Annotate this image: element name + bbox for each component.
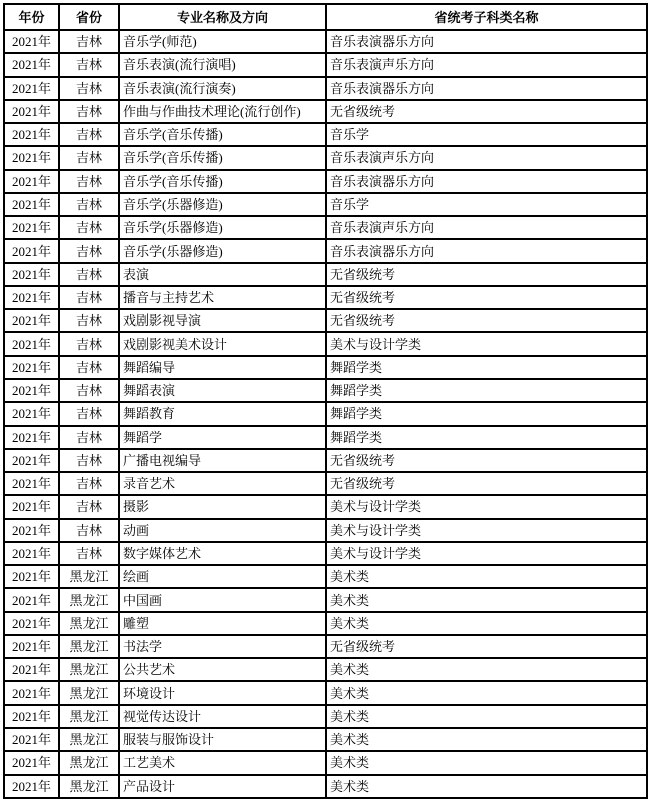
cell-year: 2021年 — [4, 286, 59, 309]
cell-year: 2021年 — [4, 542, 59, 565]
table-row — [4, 216, 647, 239]
cell-major: 音乐表演(流行演唱) — [119, 53, 326, 76]
cell-category: 美术类 — [326, 588, 647, 611]
cell-major: 音乐学(乐器修造) — [119, 239, 326, 262]
cell-year: 2021年 — [4, 170, 59, 193]
cell-category: 无省级统考 — [326, 100, 647, 123]
table-row — [4, 123, 647, 146]
cell-major: 广播电视编导 — [119, 449, 326, 472]
cell-major: 书法学 — [119, 635, 326, 658]
cell-major: 产品设计 — [119, 775, 326, 799]
cell-province: 黑龙江 — [59, 681, 119, 704]
cell-year: 2021年 — [4, 263, 59, 286]
cell-year: 2021年 — [4, 146, 59, 169]
cell-year: 2021年 — [4, 495, 59, 518]
table-row — [4, 100, 647, 123]
cell-category: 无省级统考 — [326, 635, 647, 658]
cell-major: 摄影 — [119, 495, 326, 518]
cell-category: 美术与设计学类 — [326, 542, 647, 565]
table-header-row — [4, 4, 647, 30]
cell-category: 音乐学 — [326, 193, 647, 216]
cell-major: 音乐表演(流行演奏) — [119, 77, 326, 100]
cell-year: 2021年 — [4, 332, 59, 355]
cell-year: 2021年 — [4, 658, 59, 681]
cell-province: 黑龙江 — [59, 728, 119, 751]
cell-year: 2021年 — [4, 100, 59, 123]
table-row — [4, 565, 647, 588]
cell-province: 吉林 — [59, 100, 119, 123]
cell-year: 2021年 — [4, 402, 59, 425]
cell-year: 2021年 — [4, 30, 59, 53]
table-row — [4, 146, 647, 169]
cell-category: 无省级统考 — [326, 449, 647, 472]
cell-category: 舞蹈学类 — [326, 402, 647, 425]
cell-major: 工艺美术 — [119, 751, 326, 774]
cell-category: 美术类 — [326, 658, 647, 681]
cell-category: 音乐表演器乐方向 — [326, 239, 647, 262]
cell-major: 戏剧影视导演 — [119, 309, 326, 332]
cell-province: 黑龙江 — [59, 635, 119, 658]
cell-category: 音乐学 — [326, 123, 647, 146]
cell-category: 美术与设计学类 — [326, 332, 647, 355]
cell-year: 2021年 — [4, 588, 59, 611]
cell-year: 2021年 — [4, 239, 59, 262]
cell-year: 2021年 — [4, 193, 59, 216]
cell-province: 吉林 — [59, 216, 119, 239]
table-row — [4, 775, 647, 799]
cell-major: 音乐学(音乐传播) — [119, 146, 326, 169]
cell-major: 音乐学(师范) — [119, 30, 326, 53]
exam-category-table — [3, 3, 648, 799]
cell-year: 2021年 — [4, 216, 59, 239]
table-row — [4, 728, 647, 751]
cell-year: 2021年 — [4, 123, 59, 146]
cell-category: 音乐表演声乐方向 — [326, 216, 647, 239]
cell-category: 美术与设计学类 — [326, 495, 647, 518]
table-row — [4, 239, 647, 262]
cell-province: 吉林 — [59, 495, 119, 518]
table-row — [4, 542, 647, 565]
table-row — [4, 402, 647, 425]
cell-major: 表演 — [119, 263, 326, 286]
cell-category: 无省级统考 — [326, 286, 647, 309]
cell-major: 服装与服饰设计 — [119, 728, 326, 751]
cell-major: 音乐学(音乐传播) — [119, 123, 326, 146]
cell-category: 美术类 — [326, 728, 647, 751]
cell-province: 吉林 — [59, 30, 119, 53]
cell-year: 2021年 — [4, 565, 59, 588]
cell-year: 2021年 — [4, 705, 59, 728]
cell-year: 2021年 — [4, 53, 59, 76]
cell-province: 吉林 — [59, 402, 119, 425]
cell-major: 播音与主持艺术 — [119, 286, 326, 309]
cell-year: 2021年 — [4, 635, 59, 658]
cell-year: 2021年 — [4, 612, 59, 635]
cell-province: 吉林 — [59, 286, 119, 309]
cell-category: 音乐表演声乐方向 — [326, 53, 647, 76]
cell-province: 吉林 — [59, 449, 119, 472]
cell-province: 黑龙江 — [59, 658, 119, 681]
table-row — [4, 30, 647, 53]
cell-major: 中国画 — [119, 588, 326, 611]
table-row — [4, 495, 647, 518]
table-row — [4, 309, 647, 332]
cell-province: 吉林 — [59, 263, 119, 286]
table-body — [4, 30, 647, 798]
column-header-year: 年份 — [4, 4, 59, 30]
cell-province: 黑龙江 — [59, 612, 119, 635]
cell-major: 舞蹈学 — [119, 426, 326, 449]
cell-major: 环境设计 — [119, 681, 326, 704]
table-row — [4, 193, 647, 216]
cell-category: 舞蹈学类 — [326, 356, 647, 379]
column-header-category: 省统考子科类名称 — [326, 4, 647, 30]
cell-year: 2021年 — [4, 681, 59, 704]
cell-major: 数字媒体艺术 — [119, 542, 326, 565]
cell-category: 美术类 — [326, 705, 647, 728]
table-row — [4, 472, 647, 495]
cell-province: 吉林 — [59, 239, 119, 262]
cell-category: 美术类 — [326, 565, 647, 588]
cell-year: 2021年 — [4, 728, 59, 751]
cell-category: 美术类 — [326, 612, 647, 635]
cell-province: 黑龙江 — [59, 775, 119, 799]
cell-province: 吉林 — [59, 77, 119, 100]
table-row — [4, 426, 647, 449]
cell-year: 2021年 — [4, 379, 59, 402]
cell-province: 吉林 — [59, 53, 119, 76]
cell-category: 舞蹈学类 — [326, 379, 647, 402]
cell-major: 舞蹈教育 — [119, 402, 326, 425]
column-header-province: 省份 — [59, 4, 119, 30]
cell-province: 吉林 — [59, 519, 119, 542]
table-row — [4, 263, 647, 286]
cell-category: 无省级统考 — [326, 309, 647, 332]
cell-major: 作曲与作曲技术理论(流行创作) — [119, 100, 326, 123]
table-row — [4, 519, 647, 542]
cell-province: 吉林 — [59, 193, 119, 216]
cell-province: 吉林 — [59, 426, 119, 449]
cell-category: 无省级统考 — [326, 263, 647, 286]
table-header — [4, 4, 647, 30]
cell-province: 吉林 — [59, 472, 119, 495]
cell-major: 绘画 — [119, 565, 326, 588]
table-row — [4, 77, 647, 100]
cell-province: 吉林 — [59, 332, 119, 355]
cell-category: 美术与设计学类 — [326, 519, 647, 542]
table-row — [4, 681, 647, 704]
cell-major: 舞蹈编导 — [119, 356, 326, 379]
table-row — [4, 705, 647, 728]
cell-major: 音乐学(乐器修造) — [119, 193, 326, 216]
cell-major: 公共艺术 — [119, 658, 326, 681]
cell-major: 动画 — [119, 519, 326, 542]
cell-major: 录音艺术 — [119, 472, 326, 495]
cell-year: 2021年 — [4, 519, 59, 542]
cell-province: 黑龙江 — [59, 565, 119, 588]
table-row — [4, 356, 647, 379]
cell-major: 雕塑 — [119, 612, 326, 635]
cell-province: 吉林 — [59, 309, 119, 332]
cell-year: 2021年 — [4, 449, 59, 472]
table-row — [4, 286, 647, 309]
table-row — [4, 449, 647, 472]
cell-category: 美术类 — [326, 681, 647, 704]
cell-province: 黑龙江 — [59, 751, 119, 774]
cell-category: 无省级统考 — [326, 472, 647, 495]
cell-year: 2021年 — [4, 309, 59, 332]
cell-province: 吉林 — [59, 379, 119, 402]
table-row — [4, 658, 647, 681]
cell-province: 吉林 — [59, 146, 119, 169]
cell-province: 吉林 — [59, 170, 119, 193]
cell-major: 舞蹈表演 — [119, 379, 326, 402]
cell-category: 音乐表演器乐方向 — [326, 77, 647, 100]
cell-category: 美术类 — [326, 775, 647, 799]
table-row — [4, 170, 647, 193]
table-row — [4, 612, 647, 635]
table-row — [4, 588, 647, 611]
table-row — [4, 635, 647, 658]
cell-year: 2021年 — [4, 775, 59, 799]
cell-year: 2021年 — [4, 77, 59, 100]
cell-category: 音乐表演器乐方向 — [326, 170, 647, 193]
table-row — [4, 751, 647, 774]
cell-year: 2021年 — [4, 426, 59, 449]
cell-major: 戏剧影视美术设计 — [119, 332, 326, 355]
cell-province: 黑龙江 — [59, 588, 119, 611]
table-row — [4, 53, 647, 76]
cell-category: 音乐表演器乐方向 — [326, 30, 647, 53]
column-header-major: 专业名称及方向 — [119, 4, 326, 30]
cell-province: 吉林 — [59, 542, 119, 565]
cell-year: 2021年 — [4, 472, 59, 495]
cell-province: 吉林 — [59, 356, 119, 379]
table-row — [4, 332, 647, 355]
cell-year: 2021年 — [4, 356, 59, 379]
cell-category: 音乐表演声乐方向 — [326, 146, 647, 169]
table-row — [4, 379, 647, 402]
cell-province: 吉林 — [59, 123, 119, 146]
cell-province: 黑龙江 — [59, 705, 119, 728]
cell-year: 2021年 — [4, 751, 59, 774]
cell-major: 音乐学(乐器修造) — [119, 216, 326, 239]
cell-major: 音乐学(音乐传播) — [119, 170, 326, 193]
cell-major: 视觉传达设计 — [119, 705, 326, 728]
cell-category: 舞蹈学类 — [326, 426, 647, 449]
cell-category: 美术类 — [326, 751, 647, 774]
